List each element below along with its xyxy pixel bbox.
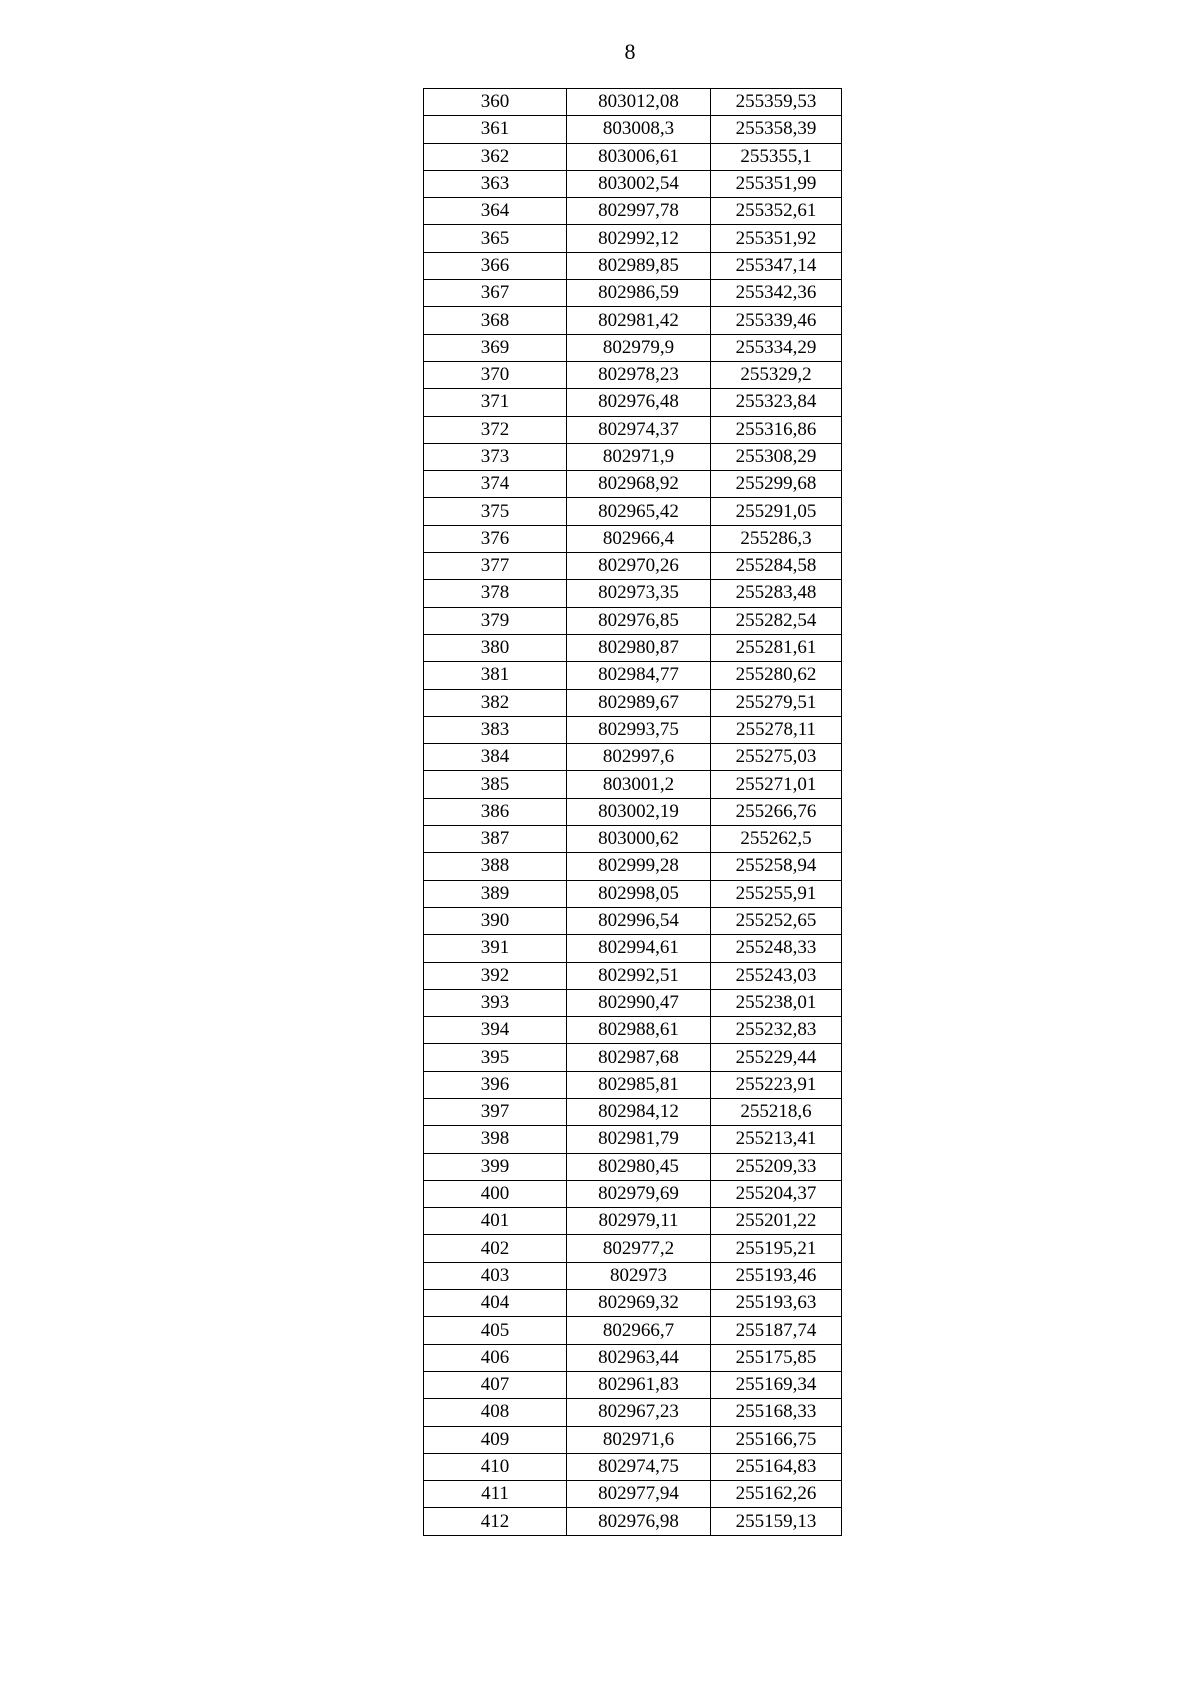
x-coordinate-cell: 802980,87 [567,634,711,661]
table-row [424,553,842,580]
point-number-cell: 403 [424,1262,567,1289]
table-row [424,1290,842,1317]
x-coordinate-cell: 803008,3 [567,116,711,143]
y-coordinate-cell: 255266,76 [711,798,842,825]
x-coordinate-cell: 802977,2 [567,1235,711,1262]
point-number-cell: 384 [424,744,567,771]
table-row [424,170,842,197]
page-number: 8 [624,39,636,64]
x-coordinate-cell: 802963,44 [567,1344,711,1371]
point-number-cell: 369 [424,334,567,361]
y-coordinate-cell: 255223,91 [711,1071,842,1098]
table-row [424,498,842,525]
point-number-cell: 378 [424,580,567,607]
y-coordinate-cell: 255252,65 [711,907,842,934]
table-row [424,416,842,443]
y-coordinate-cell: 255334,29 [711,334,842,361]
table-row [424,280,842,307]
x-coordinate-cell: 803012,08 [567,89,711,116]
point-number-cell: 373 [424,443,567,470]
table-row [424,252,842,279]
y-coordinate-cell: 255271,01 [711,771,842,798]
x-coordinate-cell: 802977,94 [567,1481,711,1508]
point-number-cell: 400 [424,1180,567,1207]
table-row [424,1371,842,1398]
point-number-cell: 409 [424,1426,567,1453]
point-number-cell: 397 [424,1098,567,1125]
table-row [424,1262,842,1289]
x-coordinate-cell: 802968,92 [567,471,711,498]
y-coordinate-cell: 255308,29 [711,443,842,470]
y-coordinate-cell: 255278,11 [711,716,842,743]
coordinates-table-body [424,89,842,1536]
y-coordinate-cell: 255193,46 [711,1262,842,1289]
table-row [424,1044,842,1071]
y-coordinate-cell: 255258,94 [711,853,842,880]
table-row [424,935,842,962]
y-coordinate-cell: 255162,26 [711,1481,842,1508]
x-coordinate-cell: 803001,2 [567,771,711,798]
x-coordinate-cell: 802965,42 [567,498,711,525]
point-number-cell: 408 [424,1399,567,1426]
point-number-cell: 383 [424,716,567,743]
point-number-cell: 374 [424,471,567,498]
point-number-cell: 399 [424,1153,567,1180]
table-row [424,225,842,252]
x-coordinate-cell: 802966,7 [567,1317,711,1344]
y-coordinate-cell: 255187,74 [711,1317,842,1344]
y-coordinate-cell: 255218,6 [711,1098,842,1125]
table-row [424,1180,842,1207]
point-number-cell: 375 [424,498,567,525]
point-number-cell: 381 [424,662,567,689]
x-coordinate-cell: 802994,61 [567,935,711,962]
x-coordinate-cell: 802993,75 [567,716,711,743]
table-row [424,307,842,334]
point-number-cell: 379 [424,607,567,634]
table-row [424,89,842,116]
x-coordinate-cell: 802966,4 [567,525,711,552]
point-number-cell: 398 [424,1126,567,1153]
table-row [424,443,842,470]
y-coordinate-cell: 255229,44 [711,1044,842,1071]
y-coordinate-cell: 255169,34 [711,1371,842,1398]
x-coordinate-cell: 802988,61 [567,1017,711,1044]
point-number-cell: 410 [424,1453,567,1480]
x-coordinate-cell: 802990,47 [567,989,711,1016]
y-coordinate-cell: 255166,75 [711,1426,842,1453]
coordinates-table [423,88,842,1536]
x-coordinate-cell: 803002,54 [567,170,711,197]
point-number-cell: 411 [424,1481,567,1508]
table-row [424,1153,842,1180]
x-coordinate-cell: 802969,32 [567,1290,711,1317]
y-coordinate-cell: 255204,37 [711,1180,842,1207]
table-row [424,962,842,989]
table-row [424,1399,842,1426]
y-coordinate-cell: 255209,33 [711,1153,842,1180]
table-row [424,989,842,1016]
point-number-cell: 364 [424,198,567,225]
table-row [424,689,842,716]
table-row [424,143,842,170]
y-coordinate-cell: 255280,62 [711,662,842,689]
y-coordinate-cell: 255352,61 [711,198,842,225]
point-number-cell: 390 [424,907,567,934]
table-row [424,1508,842,1535]
y-coordinate-cell: 255195,21 [711,1235,842,1262]
table-row [424,771,842,798]
x-coordinate-cell: 803006,61 [567,143,711,170]
table-row [424,525,842,552]
table-row [424,716,842,743]
table-row [424,798,842,825]
x-coordinate-cell: 802974,75 [567,1453,711,1480]
point-number-cell: 404 [424,1290,567,1317]
point-number-cell: 388 [424,853,567,880]
x-coordinate-cell: 802984,12 [567,1098,711,1125]
point-number-cell: 361 [424,116,567,143]
table-row [424,198,842,225]
point-number-cell: 377 [424,553,567,580]
x-coordinate-cell: 803000,62 [567,826,711,853]
y-coordinate-cell: 255316,86 [711,416,842,443]
x-coordinate-cell: 802984,77 [567,662,711,689]
point-number-cell: 362 [424,143,567,170]
y-coordinate-cell: 255232,83 [711,1017,842,1044]
x-coordinate-cell: 802989,85 [567,252,711,279]
y-coordinate-cell: 255255,91 [711,880,842,907]
table-row [424,1344,842,1371]
y-coordinate-cell: 255279,51 [711,689,842,716]
x-coordinate-cell: 802971,6 [567,1426,711,1453]
table-row [424,1098,842,1125]
y-coordinate-cell: 255168,33 [711,1399,842,1426]
point-number-cell: 380 [424,634,567,661]
y-coordinate-cell: 255291,05 [711,498,842,525]
x-coordinate-cell: 802987,68 [567,1044,711,1071]
x-coordinate-cell: 802997,78 [567,198,711,225]
y-coordinate-cell: 255323,84 [711,389,842,416]
point-number-cell: 368 [424,307,567,334]
x-coordinate-cell: 802974,37 [567,416,711,443]
y-coordinate-cell: 255283,48 [711,580,842,607]
point-number-cell: 393 [424,989,567,1016]
point-number-cell: 372 [424,416,567,443]
x-coordinate-cell: 802961,83 [567,1371,711,1398]
point-number-cell: 363 [424,170,567,197]
x-coordinate-cell: 802973 [567,1262,711,1289]
point-number-cell: 367 [424,280,567,307]
table-row [424,853,842,880]
x-coordinate-cell: 802979,11 [567,1208,711,1235]
point-number-cell: 395 [424,1044,567,1071]
point-number-cell: 392 [424,962,567,989]
y-coordinate-cell: 255351,99 [711,170,842,197]
table-row [424,1071,842,1098]
y-coordinate-cell: 255358,39 [711,116,842,143]
point-number-cell: 386 [424,798,567,825]
y-coordinate-cell: 255164,83 [711,1453,842,1480]
x-coordinate-cell: 802998,05 [567,880,711,907]
x-coordinate-cell: 802970,26 [567,553,711,580]
table-row [424,826,842,853]
x-coordinate-cell: 802976,48 [567,389,711,416]
point-number-cell: 366 [424,252,567,279]
table-row [424,334,842,361]
point-number-cell: 406 [424,1344,567,1371]
point-number-cell: 405 [424,1317,567,1344]
y-coordinate-cell: 255351,92 [711,225,842,252]
table-row [424,907,842,934]
table-row [424,662,842,689]
y-coordinate-cell: 255339,46 [711,307,842,334]
table-row [424,116,842,143]
table-row [424,580,842,607]
table-row [424,1453,842,1480]
x-coordinate-cell: 802979,9 [567,334,711,361]
point-number-cell: 370 [424,361,567,388]
point-number-cell: 382 [424,689,567,716]
x-coordinate-cell: 802981,79 [567,1126,711,1153]
y-coordinate-cell: 255262,5 [711,826,842,853]
point-number-cell: 396 [424,1071,567,1098]
table-row [424,634,842,661]
table-row [424,1317,842,1344]
point-number-cell: 412 [424,1508,567,1535]
x-coordinate-cell: 802980,45 [567,1153,711,1180]
y-coordinate-cell: 255282,54 [711,607,842,634]
table-row [424,361,842,388]
table-row [424,744,842,771]
table-row [424,1235,842,1262]
y-coordinate-cell: 255275,03 [711,744,842,771]
table-row [424,1126,842,1153]
x-coordinate-cell: 802979,69 [567,1180,711,1207]
x-coordinate-cell: 802973,35 [567,580,711,607]
x-coordinate-cell: 802992,12 [567,225,711,252]
y-coordinate-cell: 255238,01 [711,989,842,1016]
table-row [424,1208,842,1235]
x-coordinate-cell: 802986,59 [567,280,711,307]
y-coordinate-cell: 255281,61 [711,634,842,661]
y-coordinate-cell: 255286,3 [711,525,842,552]
x-coordinate-cell: 802989,67 [567,689,711,716]
point-number-cell: 360 [424,89,567,116]
x-coordinate-cell: 802967,23 [567,1399,711,1426]
point-number-cell: 402 [424,1235,567,1262]
y-coordinate-cell: 255284,58 [711,553,842,580]
point-number-cell: 391 [424,935,567,962]
table-row [424,607,842,634]
point-number-cell: 387 [424,826,567,853]
table-row [424,1017,842,1044]
y-coordinate-cell: 255342,36 [711,280,842,307]
point-number-cell: 385 [424,771,567,798]
x-coordinate-cell: 802971,9 [567,443,711,470]
table-row [424,389,842,416]
point-number-cell: 407 [424,1371,567,1398]
x-coordinate-cell: 803002,19 [567,798,711,825]
point-number-cell: 401 [424,1208,567,1235]
x-coordinate-cell: 802997,6 [567,744,711,771]
x-coordinate-cell: 802985,81 [567,1071,711,1098]
table-row [424,880,842,907]
x-coordinate-cell: 802992,51 [567,962,711,989]
table-row [424,1481,842,1508]
x-coordinate-cell: 802978,23 [567,361,711,388]
point-number-cell: 365 [424,225,567,252]
point-number-cell: 371 [424,389,567,416]
y-coordinate-cell: 255175,85 [711,1344,842,1371]
y-coordinate-cell: 255248,33 [711,935,842,962]
y-coordinate-cell: 255243,03 [711,962,842,989]
x-coordinate-cell: 802981,42 [567,307,711,334]
y-coordinate-cell: 255299,68 [711,471,842,498]
table-row [424,1426,842,1453]
y-coordinate-cell: 255329,2 [711,361,842,388]
y-coordinate-cell: 255347,14 [711,252,842,279]
y-coordinate-cell: 255201,22 [711,1208,842,1235]
y-coordinate-cell: 255359,53 [711,89,842,116]
y-coordinate-cell: 255193,63 [711,1290,842,1317]
point-number-cell: 389 [424,880,567,907]
point-number-cell: 394 [424,1017,567,1044]
y-coordinate-cell: 255213,41 [711,1126,842,1153]
x-coordinate-cell: 802976,85 [567,607,711,634]
point-number-cell: 376 [424,525,567,552]
y-coordinate-cell: 255159,13 [711,1508,842,1535]
y-coordinate-cell: 255355,1 [711,143,842,170]
x-coordinate-cell: 802976,98 [567,1508,711,1535]
table-row [424,471,842,498]
x-coordinate-cell: 802996,54 [567,907,711,934]
x-coordinate-cell: 802999,28 [567,853,711,880]
